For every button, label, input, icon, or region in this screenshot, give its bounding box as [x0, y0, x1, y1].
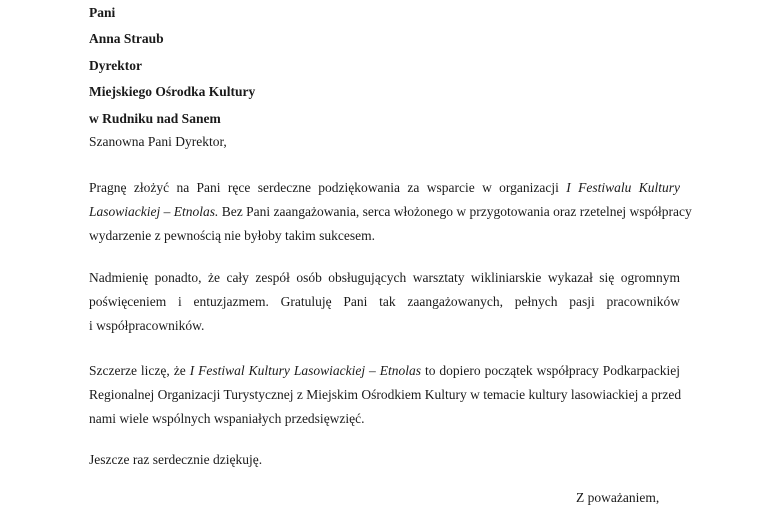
paragraph-line: Pragnę złożyć na Pani ręce serdeczne podziękowania za wsparcie w organizacji I Festiwalu Kultury: [89, 180, 680, 195]
paragraph-line: nami wiele wspólnych wspaniałych przedsięwzięć.: [89, 411, 365, 427]
paragraph-line: Szczerze liczę, że I Festiwal Kultury Lasowiackiej – Etnolas to dopiero początek współpracy Podkarpackiej: [89, 363, 680, 378]
salutation: Szanowna Pani Dyrektor,: [89, 134, 227, 149]
festival-name: Lasowiackiej – Etnolas.: [89, 204, 219, 220]
festival-name: I Festiwal Kultury Lasowiackiej – Etnolas: [189, 363, 421, 378]
recipient-position: Dyrektor: [89, 57, 142, 73]
paragraph-line: i współpracowników.: [89, 318, 205, 334]
recipient-title: Pani: [89, 5, 116, 20]
paragraph-thanks: [89, 176, 692, 249]
paragraph-cooperation: [89, 359, 680, 432]
paragraph-team: [89, 266, 680, 339]
final-thanks: Jeszcze raz serdecznie dziękuję.: [89, 452, 263, 467]
recipient-location: w Rudniku nad Sanem: [89, 110, 221, 126]
recipient-name: Anna Straub: [89, 31, 164, 47]
paragraph-line: wydarzenie z pewnością nie byłoby takim sukcesem.: [89, 228, 376, 244]
paragraph-line: Nadmienię ponadto, że cały zespół osób obsługujących warsztaty wikliniarskie wykazał się ogromnym: [89, 270, 680, 285]
paragraph-line: Lasowiackiej – Etnolas. Bez Pani zaangażowania, serca włożonego w przygotowania oraz rzetelnej współpracy: [89, 204, 692, 220]
closing-phrase: Z poważaniem,: [576, 490, 660, 505]
paragraph-line: Regionalnej Organizacji Turystycznej z Miejskim Ośrodkiem Kultury w temacie kultury lasowiackiej a przed: [89, 387, 682, 403]
paragraph-line: poświęceniem i entuzjazmem. Gratuluję Pani tak zaangażowanych, pełnych pasji pracowników: [89, 294, 680, 310]
festival-name: I Festiwalu Kultury: [566, 180, 680, 195]
recipient-address-block: [89, 0, 255, 132]
recipient-institution: Miejskiego Ośrodka Kultury: [89, 84, 256, 100]
